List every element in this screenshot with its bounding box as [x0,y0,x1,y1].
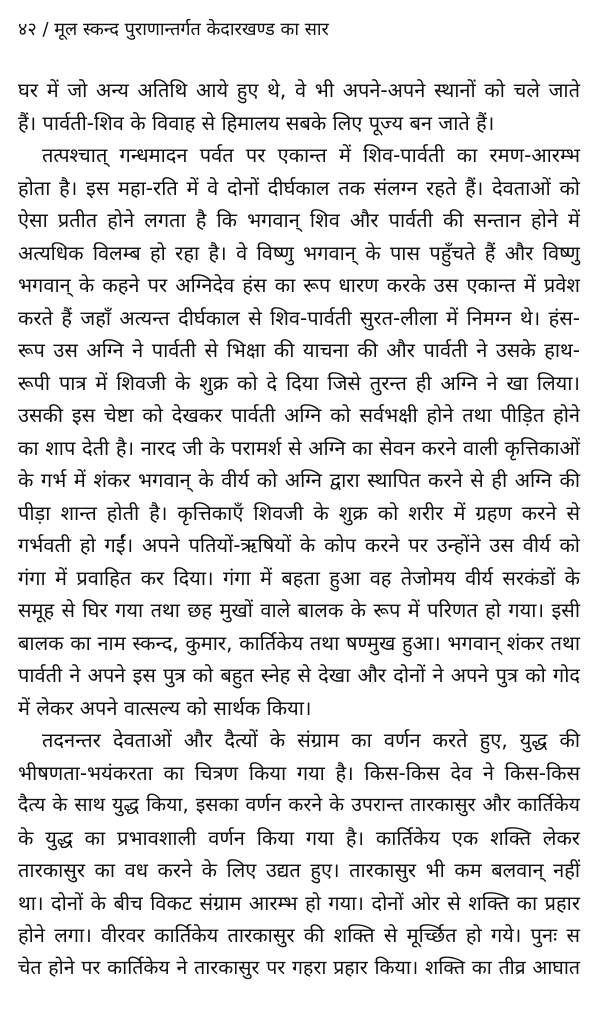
text-line: होने लगा। वीरवर कार्तिकेय तारकासुर की शक्ति से मूर्च्छित हो गये। पुनः स [18,923,580,947]
text-line: रूप उस अग्नि ने पार्वती से भिक्षा की याचना की और पार्वती ने उसके हाथ- [18,338,580,362]
running-header [18,18,580,42]
paragraph [18,724,580,984]
text-line: के युद्ध का प्रभावशाली वर्णन किया गया है। कार्तिकेय एक शक्ति लेकर [18,825,580,850]
header-separator: / [42,19,49,40]
text-line: ऐसा प्रतीत होने लगता है कि भगवान् शिव और पार्वती की सन्तान होने में [18,208,580,232]
text-line: के गर्भ में शंकर भगवान् के वीर्य को अग्नि द्वारा स्थापित करने से ही अग्नि की [18,468,580,492]
text-line: तदनन्तर देवताओं और दैत्यों के संग्राम का वर्णन करते हुए, युद्ध की [42,728,580,752]
text-line: उसकी इस चेष्टा को देखकर पार्वती अग्नि को सर्वभक्षी होने तथा पीड़ित होने [18,403,580,427]
text-line: घर में जो अन्य अतिथि आये हुए थे, वे भी अपने-अपने स्थानों को चले जाते [18,78,580,102]
text-line: भीषणता-भयंकरता का चित्रण किया गया है। किस-किस देव ने किस-किस [18,760,580,785]
text-line: था। दोनों के बीच विकट संग्राम आरम्भ हो गया। दोनों ओर से शक्ति का प्रहार [18,890,580,915]
body-text [18,74,580,984]
text-line: पार्वती ने अपने इस पुत्र को बहुत स्नेह से देखा और दोनों ने अपने पुत्र को गोद [18,663,580,687]
text-line: गर्भवती हो गईं। अपने पतियों-ऋषियों के कोप करने पर उन्होंने उस वीर्य को [18,533,580,557]
text-line: का शाप देती है। नारद जी के परामर्श से अग्नि का सेवन करने वाली कृत्तिकाओं [18,435,580,460]
text-line: बालक का नाम स्कन्द, कुमार, कार्तिकेय तथा षण्मुख हुआ। भगवान् शंकर तथा [18,630,580,655]
text-line: अत्यधिक विलम्ब हो रहा है। वे विष्णु भगवान् के पास पहुँचते हैं और विष्णु [18,240,580,265]
text-line: करते हैं जहाँ अत्यन्त दीर्घकाल से शिव-पार्वती सुरत-लीला में निमग्न थे। हंस- [18,305,580,330]
text-line: भगवान् के कहने पर अग्निदेव हंस का रूप धारण करके उस एकान्त में प्रवेश [18,273,580,297]
page-number: ४२ [18,19,37,40]
text-line: समूह से घिर गया तथा छह मुखों वाले बालक के रूप में परिणत हो गया। इसी [18,598,580,622]
text-line: गंगा में प्रवाहित कर दिया। गंगा में बहता हुआ वह तेजोमय वीर्य सरकंडों के [18,565,580,590]
text-line: होता है। इस महा-रति में वे दोनों दीर्घकाल तक संलग्न रहते हैं। देवताओं को [18,175,580,200]
text-line: तत्पश्चात् गन्धमादन पर्वत पर एकान्त में शिव-पार्वती का रमण-आरम्भ [42,143,580,167]
text-line: दैत्य के साथ युद्ध किया, इसका वर्णन करने के उपरान्त तारकासुर और कार्तिकेय [18,793,580,816]
paragraph [18,74,580,139]
text-line: तारकासुर का वध करने के लिए उद्यत हुए। तारकासुर भी कम बलवान् नहीं [18,858,580,882]
book-title: मूल स्कन्द पुराणान्तर्गत केदारखण्ड का सार [54,19,329,40]
text-line: हैं। पार्वती-शिव के विवाह से हिमालय सबके लिए पूज्य बन जाते हैं। [18,110,495,135]
paragraph [18,139,580,724]
text-line: पीड़ा शान्त होती है। कृत्तिकाएँ शिवजी के शुक्र को शरीर में ग्रहण करने से [18,500,580,525]
text-line: चेत होने पर कार्तिकेय ने तारकासुर पर गहरा प्रहार किया। शक्ति का तीव्र आघात [18,955,580,979]
text-line: रूपी पात्र में शिवजी के शुक्र को दे दिया जिसे तुरन्त ही अग्नि ने खा लिया। [18,370,580,395]
text-line: में लेकर अपने वात्सल्य को सार्थक किया। [18,695,312,720]
